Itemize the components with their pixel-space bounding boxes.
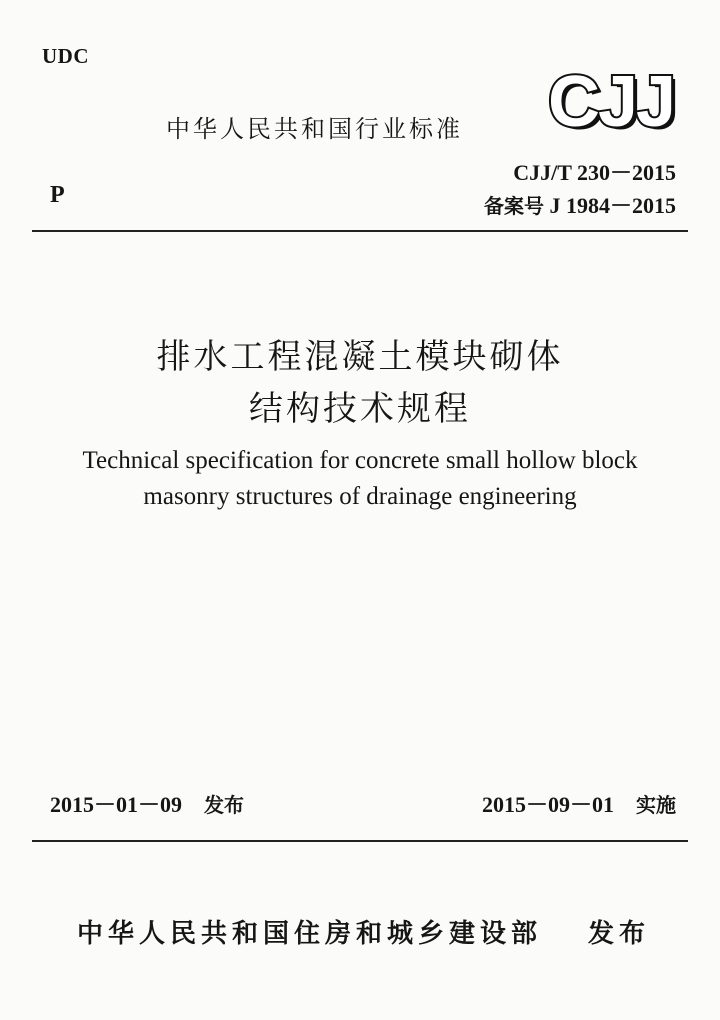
record-number-label: 备案号 <box>483 194 544 218</box>
bottom-divider <box>32 840 688 842</box>
implementation-date-label: 实施 <box>636 793 676 817</box>
issue-date <box>50 788 244 819</box>
udc-label: UDC <box>42 44 89 68</box>
implementation-date-value: 2015－09－01 <box>481 792 614 817</box>
issuer-action: 发布 <box>588 919 651 949</box>
implementation-date <box>482 788 676 819</box>
title-en-line1: Technical specification for concrete small hollow block <box>82 447 638 474</box>
record-number <box>484 189 676 220</box>
standard-category: 中华人民共和国行业标准 <box>166 115 463 143</box>
top-divider <box>32 230 688 232</box>
cjj-logo-text: CJJ <box>547 62 675 142</box>
issue-date-value: 2015－01－09 <box>50 792 183 817</box>
standard-number: CJJ/T 230－2015 <box>513 160 676 185</box>
record-number-value: J 1984－2015 <box>549 193 676 218</box>
title-zh-line2: 结构技术规程 <box>249 389 471 429</box>
cjj-logo <box>546 62 676 142</box>
issuing-authority: 中华人民共和国住房和城乡建设部 <box>77 919 543 949</box>
title-en-line2: masonry structures of drainage engineering <box>143 483 577 510</box>
issue-date-label: 发布 <box>204 793 245 817</box>
classification-code: P <box>50 182 65 208</box>
title-zh-line1: 排水工程混凝土模块砌体 <box>156 337 564 377</box>
